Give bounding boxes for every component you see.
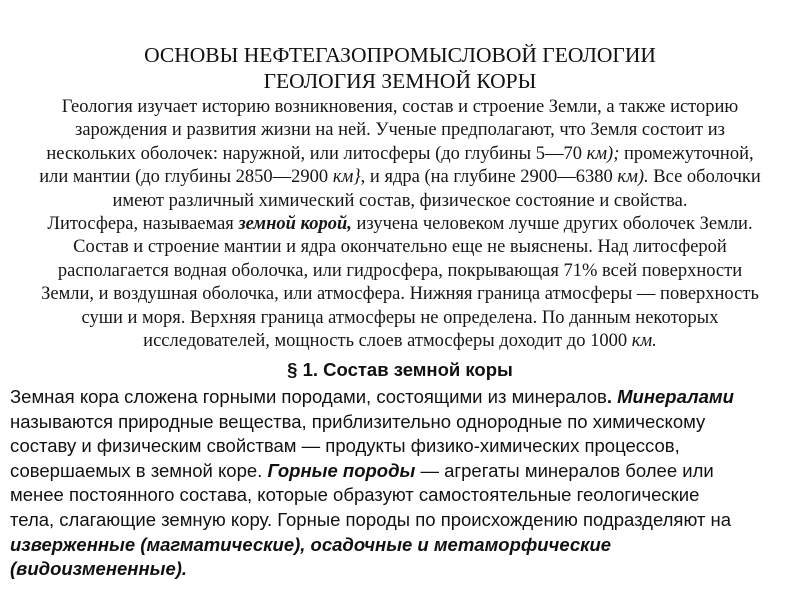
- intro-line: суши и моря. Верхняя граница атмосферы не определена. По данным некоторых: [81, 307, 719, 328]
- section-heading: § 1. Состав земной коры: [287, 359, 513, 380]
- text-run: нескольких оболочек: наружной, или литосферы (до глубины 5—70: [46, 143, 587, 164]
- intro-line: [0, 166, 800, 189]
- intro-line: имеют различный химический состав, физическое состояние и свойства.: [112, 190, 688, 211]
- intro-line: [0, 143, 800, 166]
- section-line: менее постоянного состава, которые образуют самостоятельные геологические: [10, 484, 700, 506]
- intro-line: располагается водная оболочка, или гидросфера, покрывающая 71% всей поверхности: [57, 260, 743, 281]
- text-run: изучена человеком лучше других оболочек Земли.: [351, 214, 753, 235]
- unit-km: км);: [586, 143, 620, 164]
- intro-line: Земли, и воздушная оболочка, или атмосфера. Нижняя граница атмосферы — поверхность: [41, 284, 759, 305]
- unit-km: км}: [332, 167, 361, 188]
- unit-km: км.: [631, 331, 657, 352]
- intro-line: зарождения и развития жизни на ней. Ученые предполагают, что Земля состоит из: [75, 120, 725, 141]
- text-run: Земная кора сложена горными породами, состоящими из минералов: [10, 386, 607, 407]
- document-subtitle: ГЕОЛОГИЯ ЗЕМНОЙ КОРЫ: [263, 69, 537, 93]
- intro-paragraph: [0, 96, 800, 353]
- text-run: промежуточной,: [619, 143, 754, 164]
- section-line: называются природные вещества, приблизительно однородные по химическому: [10, 410, 706, 432]
- text-run: , и ядра (на глубине 2900—6380: [360, 167, 618, 188]
- text-run: Литосфера, называемая: [47, 214, 239, 235]
- intro-line: [0, 330, 800, 353]
- text-run: или мантии (до глубины 2850—2900: [39, 167, 333, 188]
- text-run: Все оболочки: [648, 167, 761, 188]
- text-run: исследователей, мощность слоев атмосферы доходит до 1000: [143, 331, 632, 352]
- term-rocks: Горные породы: [267, 459, 416, 481]
- term-minerals: Минералами: [617, 386, 734, 407]
- intro-line: [0, 213, 800, 236]
- section-line: составу и физическим свойствам — продукты физико-химических процессов,: [10, 435, 680, 457]
- text-run: совершаемых в земной коре.: [10, 459, 268, 481]
- section-line: (видоизмененные).: [10, 558, 188, 580]
- section-line: изверженные (магматические), осадочные и метаморфические: [10, 533, 612, 555]
- section-line: [10, 385, 800, 410]
- intro-line: Состав и строение мантии и ядра окончательно еще не выяснены. Над литосферой: [73, 237, 727, 258]
- text-run: — агрегаты минералов более или: [415, 459, 714, 481]
- section-line: [10, 459, 800, 484]
- section-line: тела, слагающие земную кору. Горные породы по происхождению подразделяют на: [10, 508, 732, 530]
- intro-line: Геология изучает историю возникновения, состав и строение Земли, а также историю: [61, 97, 739, 117]
- document-title: ОСНОВЫ НЕФТЕГАЗОПРОМЫСЛОВОЙ ГЕОЛОГИИ: [144, 43, 656, 67]
- unit-km: км).: [617, 167, 649, 188]
- text-run: .: [606, 386, 612, 407]
- section-paragraph: [10, 385, 800, 582]
- term-earth-crust: земной корой,: [238, 214, 352, 235]
